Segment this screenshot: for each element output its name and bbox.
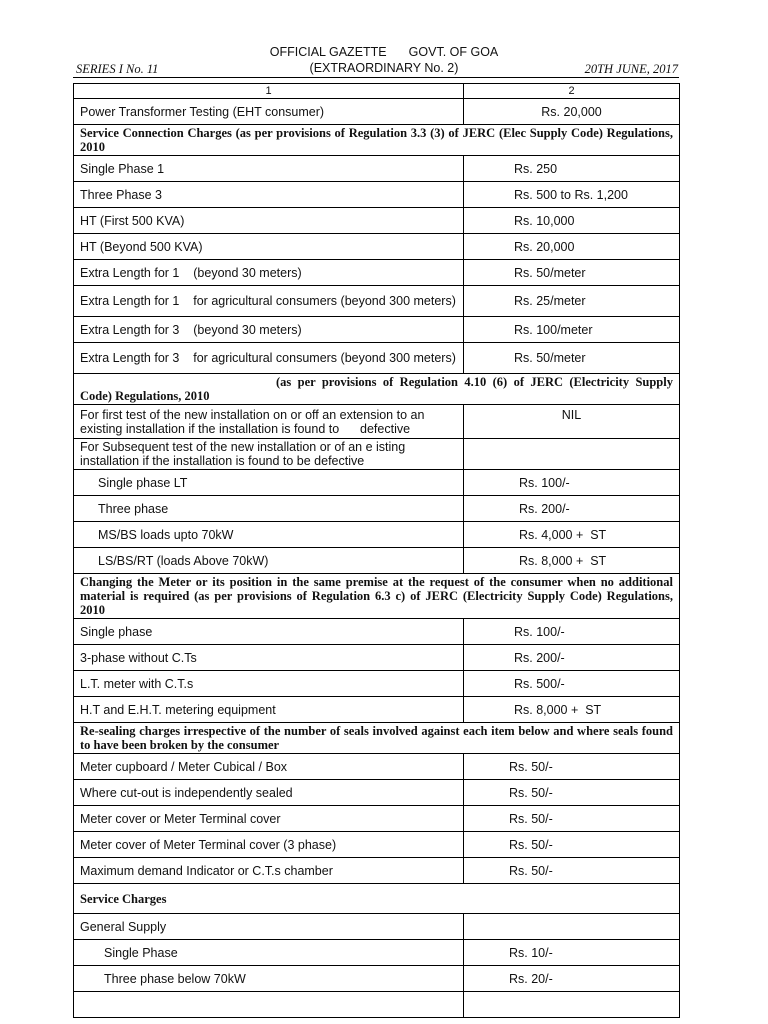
row-value: Rs. 8,000 + ST [464, 697, 680, 723]
section-heading-testing: (as per provisions of Regulation 4.10 (6) of JERC (Electricity Supply Code) Regulations, 2010 [74, 374, 680, 405]
row-value: Rs. 100/meter [464, 317, 680, 343]
section-heading-service-connection: Service Connection Charges (as per provisions of Regulation 3.3 (3) of JERC (Elec Supply Code) Regulations, 2010 [74, 125, 680, 156]
table-row [74, 156, 680, 182]
row-value [464, 914, 680, 940]
row-label: Three phase [74, 496, 464, 522]
row-value [464, 439, 680, 470]
row-value: Rs. 10/- [464, 940, 680, 966]
row-label: 3-phase without C.Ts [74, 645, 464, 671]
row-value: Rs. 100/- [464, 470, 680, 496]
table-row [74, 286, 680, 317]
row-label: LS/BS/RT (loads Above 70kW) [74, 548, 464, 574]
row-label: Single phase LT [74, 470, 464, 496]
row-label: Meter cover of Meter Terminal cover (3 phase) [74, 832, 464, 858]
issue-date: 20TH JUNE, 2017 [584, 62, 678, 76]
row-label: Maximum demand Indicator or C.T.s chamber [74, 858, 464, 884]
table-row [74, 940, 680, 966]
table-row [74, 780, 680, 806]
row-label: Extra Length for 3 (beyond 30 meters) [74, 317, 464, 343]
gazette-title-left: OFFICIAL GAZETTE [269, 45, 387, 59]
row-label: Extra Length for 1 for agricultural consumers (beyond 300 meters) [74, 286, 464, 317]
row-label: Extra Length for 1 (beyond 30 meters) [74, 260, 464, 286]
row-value: NIL [464, 405, 680, 439]
table-row [74, 697, 680, 723]
row-label: Three Phase 3 [74, 182, 464, 208]
row-value: Rs. 250 [464, 156, 680, 182]
row-value: Rs. 50/- [464, 754, 680, 780]
table-row [74, 619, 680, 645]
gazette-title [0, 45, 768, 59]
row-value [464, 992, 680, 1018]
row-label: Meter cupboard / Meter Cubical / Box [74, 754, 464, 780]
charges-table [73, 83, 680, 1018]
row-value: Rs. 4,000 + ST [464, 522, 680, 548]
table-row [74, 858, 680, 884]
table-row [74, 832, 680, 858]
column-number-row [74, 84, 680, 99]
table-row [74, 99, 680, 125]
section-heading-resealing: Re-sealing charges irrespective of the number of seals involved against each item below and where seals found to have been broken by the consumer [74, 723, 680, 754]
row-value: Rs. 8,000 + ST [464, 548, 680, 574]
row-label: For first test of the new installation on or off an extension to an existing installation if the installation is found to defective [74, 405, 464, 439]
row-value: Rs. 50/- [464, 806, 680, 832]
table-row [74, 754, 680, 780]
table-row [74, 671, 680, 697]
series-number: SERIES I No. 11 [76, 62, 159, 76]
row-value: Rs. 10,000 [464, 208, 680, 234]
row-value: Rs. 20,000 [464, 234, 680, 260]
section-heading-row [74, 125, 680, 156]
table-row [74, 317, 680, 343]
page-header [0, 0, 768, 80]
table-row [74, 914, 680, 940]
table-row [74, 234, 680, 260]
row-value: Rs. 200/- [464, 645, 680, 671]
row-value: Rs. 50/- [464, 832, 680, 858]
table-row [74, 182, 680, 208]
section-heading-row [74, 574, 680, 619]
column-number-2: 2 [464, 84, 680, 99]
table-row [74, 992, 680, 1018]
header-rule [73, 77, 679, 78]
gazette-title-right: GOVT. OF GOA [408, 45, 499, 59]
row-value: Rs. 200/- [464, 496, 680, 522]
row-value: Rs. 50/meter [464, 343, 680, 374]
row-value: Rs. 20,000 [464, 99, 680, 125]
row-value: Rs. 50/meter [464, 260, 680, 286]
row-label: Power Transformer Testing (EHT consumer) [74, 99, 464, 125]
table-row [74, 496, 680, 522]
gazette-subtitle: (EXTRAORDINARY No. 2) [309, 61, 459, 75]
row-label: HT (First 500 KVA) [74, 208, 464, 234]
row-value: Rs. 500/- [464, 671, 680, 697]
table-row [74, 439, 680, 470]
table-row [74, 645, 680, 671]
table-row [74, 260, 680, 286]
row-label: H.T and E.H.T. metering equipment [74, 697, 464, 723]
row-value: Rs. 20/- [464, 966, 680, 992]
row-label: HT (Beyond 500 KVA) [74, 234, 464, 260]
table-row [74, 343, 680, 374]
row-label: For Subsequent test of the new installation or of an e isting installation if the installation is found to be defective [74, 439, 464, 470]
row-label: Single Phase 1 [74, 156, 464, 182]
row-value: Rs. 25/meter [464, 286, 680, 317]
column-number-1: 1 [74, 84, 464, 99]
section-heading-meter-change: Changing the Meter or its position in the same premise at the request of the consumer when no additional material is required (as per provisions of Regulation 6.3 c) of JERC (Electricity Supply Code) Regulations, 2010 [74, 574, 680, 619]
table-row [74, 548, 680, 574]
row-value: Rs. 500 to Rs. 1,200 [464, 182, 680, 208]
row-label: General Supply [74, 914, 464, 940]
row-value: Rs. 50/- [464, 780, 680, 806]
row-label: Three phase below 70kW [74, 966, 464, 992]
row-value: Rs. 50/- [464, 858, 680, 884]
row-label: Meter cover or Meter Terminal cover [74, 806, 464, 832]
row-label: Extra Length for 3 for agricultural consumers (beyond 300 meters) [74, 343, 464, 374]
table-row [74, 522, 680, 548]
table-row [74, 806, 680, 832]
table-row [74, 405, 680, 439]
section-heading-row [74, 884, 680, 914]
row-label: L.T. meter with C.T.s [74, 671, 464, 697]
section-heading-row [74, 723, 680, 754]
section-heading-service-charges: Service Charges [74, 884, 680, 914]
row-label: MS/BS loads upto 70kW [74, 522, 464, 548]
row-label: Single Phase [74, 940, 464, 966]
table-row [74, 208, 680, 234]
table-row [74, 966, 680, 992]
table-row [74, 470, 680, 496]
section-heading-row [74, 374, 680, 405]
row-label [74, 992, 464, 1018]
row-value: Rs. 100/- [464, 619, 680, 645]
row-label: Where cut-out is independently sealed [74, 780, 464, 806]
row-label: Single phase [74, 619, 464, 645]
